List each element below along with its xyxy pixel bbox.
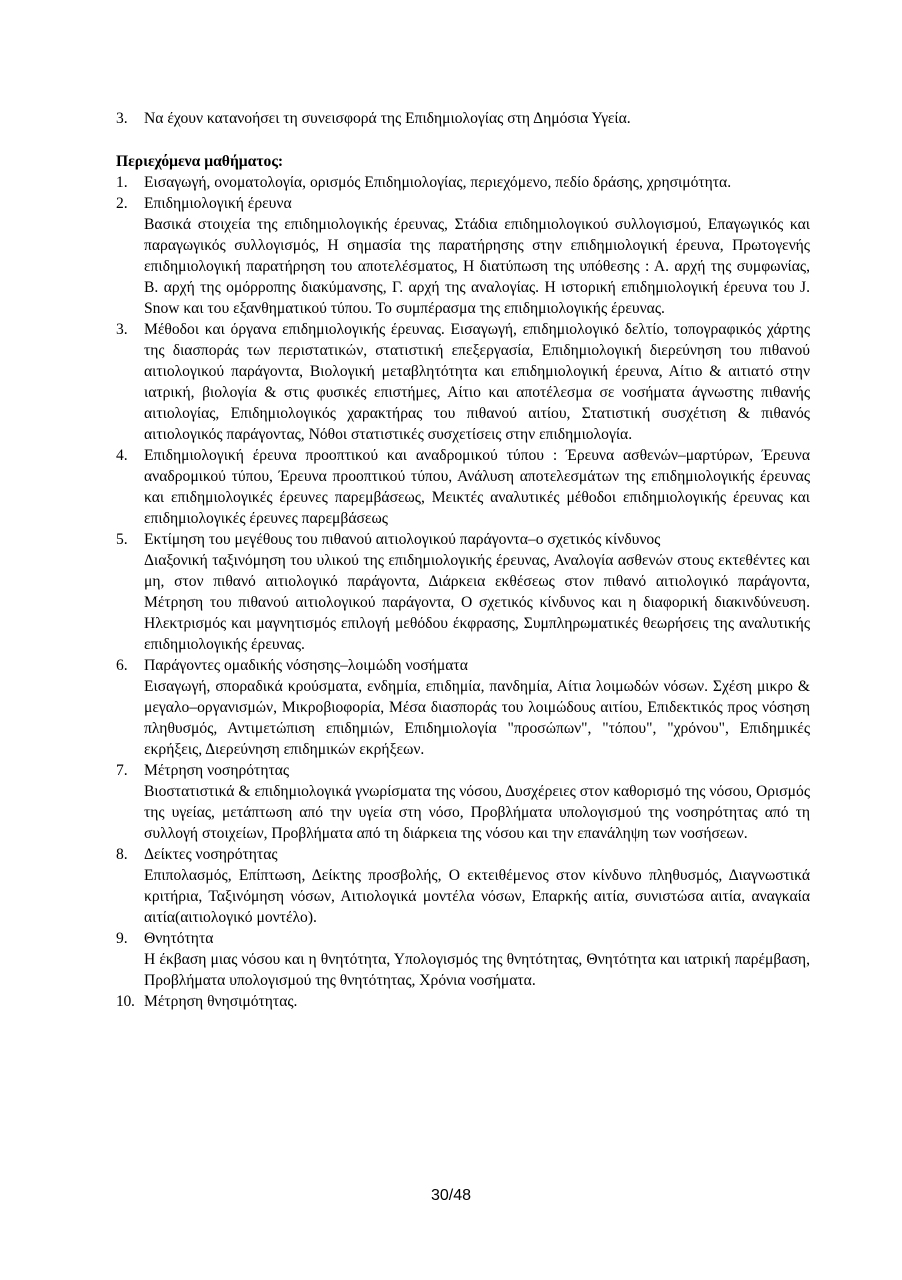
list-item-title: Εισαγωγή, ονοματολογία, ορισμός Επιδημιολογίας, περιεχόμενο, πεδίο δράσης, χρησιμότητα. [144,174,732,191]
page-number: 30/48 [430,1187,472,1204]
list-item [116,655,810,760]
list-item-title: Επιδημιολογική έρευνα προοπτικού και αναδρομικού τύπου : Έρευνα ασθενών–μαρτύρων, Έρευνα αναδρομικού τύπου, Έρευνα προοπτικού τύπου, Ανάλυση αποτελεσμάτων της επιδημιολογικής έρευνας και επιδημιολογικές έρευνες παρεμβάσεως, Μεικτές αναλυτικές μέθοδοι επιδημιολογικής έρευνας και επιδημιολογικές έρευνες παρεμβάσεως [144,447,810,527]
list-item-description: Επιπολασμός, Επίπτωση, Δείκτης προσβολής, Ο εκτειθέμενος στον κίνδυνο πληθυσμός, Διαγνωστικά κριτήρια, Ταξινόμηση νόσων, Αιτιολογικά μοντέλα νόσων, Επαρκής αιτία, συνιστώσα αιτία, αναγκαία αιτία(αιτιολογικό μοντέλο). [144,867,810,926]
intro-item-text: Να έχουν κατανοήσει τη συνεισφορά της Επιδημιολογίας στη Δημόσια Υγεία. [144,110,631,127]
list-item-title: Μέθοδοι και όργανα επιδημιολογικής έρευνας. Εισαγωγή, επιδημιολογικό δελτίο, τοπογραφικός χάρτης της διασποράς των περιστατικών, στατιστική επεξεργασία, Επιδημιολογική διερεύνηση του πιθανού αιτιολογικού παράγοντα, Βιολογική μεταβλητότητα και επιδημιολογική έρευνα, Αίτιο & αιτιατό στην ιατρική, βιολογία & στις φυσικές επιστήμες, Αίτιο και αποτέλεσμα σε νοσήματα άγνωστης πιθανής αιτιολογίας, Επιδημιολογικός χαρακτήρας του πιθανού αιτίου, Στατιστική συσχέτιση & πιθανός αιτιολογικός παράγοντας, Νόθοι στατιστικές συσχετίσεις στην επιδημιολογία. [144,321,810,443]
list-item-description: Διαξονική ταξινόμηση του υλικού της επιδημιολογικής έρευνας, Αναλογία ασθενών στους εκτεθέντες και μη, στον πιθανό αιτιολογικό παράγοντα, Διάρκεια εκθέσεως στον πιθανό αιτιολογικό παράγοντα, Μέτρηση του πιθανού αιτιολογικού παράγοντα, Ο σχετικός κίνδυνος και η διαφορική διακινδύνευση. Ηλεκτρισμός και μαγνητισμός επιλογή μεθόδου έκφρασης, Συμπληρωματικές θεωρήσεις της αναλυτικής επιδημιολογικής έρευνας. [144,552,810,653]
list-item-number: 8. [116,846,128,863]
course-content-list [116,172,810,1012]
list-item-title: Μέτρηση νοσηρότητας [144,762,290,779]
list-item-description: Βασικά στοιχεία της επιδημιολογικής έρευνας, Στάδια επιδημιολογικού συλλογισμού, Επαγωγικός και παραγωγικός συλλογισμός, Η σημασία της παρατήρησης στην επιδημιολογική έρευνα, Πρωτογενής επιδημιολογική παρατήρηση του αποτελέσματος, Η διατύπωση της υπόθεσης : Α. αρχή της συμφωνίας, Β. αρχή της ομόρροπης διακύμανσης, Γ. αρχή της αναλογίας. Η ιστορική επιδημιολογική έρευνα του J. Snow και του εξανθηματικού τύπου. Το συμπέρασμα της επιδημιολογικής έρευνας. [144,216,810,317]
list-item-number: 10. [116,993,135,1010]
list-item [116,760,810,844]
list-item-number: 4. [116,447,128,464]
list-item-number: 6. [116,657,128,674]
list-item-number: 9. [116,930,128,947]
list-item-number: 7. [116,762,128,779]
list-item-title: Επιδημιολογική έρευνα [144,195,292,212]
list-item [116,319,810,445]
list-item-title: Θνητότητα [144,930,214,947]
document-page [116,108,810,1012]
intro-item-number: 3. [116,110,128,127]
list-item-title: Εκτίμηση του μεγέθους του πιθανού αιτιολογικού παράγοντα–ο σχετικός κίνδυνος [144,531,661,548]
section-heading: Περιεχόμενα μαθήματος: [116,153,284,170]
list-item-number: 5. [116,531,128,548]
list-item [116,928,810,991]
list-item-number: 1. [116,174,128,191]
list-item-description: Η έκβαση μιας νόσου και η θνητότητα, Υπολογισμός της θνητότητας, Θνητότητα και ιατρική παρέμβαση, Προβλήματα υπολογισμού της θνητότητας, Χρόνια νοσήματα. [144,951,810,989]
list-item-title: Μέτρηση θνησιμότητας. [144,993,298,1010]
list-item [116,445,810,529]
list-item-number: 3. [116,321,128,338]
list-item-title: Δείκτες νοσηρότητας [144,846,278,863]
list-item [116,193,810,319]
list-item-description: Βιοστατιστικά & επιδημιολογικά γνωρίσματα της νόσου, Δυσχέρειες στον καθορισμό της νόσου, Ορισμός της υγείας, μετάπτωση από την υγεία στη νόσο, Προβλήματα υπολογισμού της νοσηρότητας από τη συλλογή στοιχείων, Προβλήματα από τη διάρκεια της νόσου και την επανάληψη των νοσήσεων. [144,783,810,842]
list-item [116,991,810,1012]
list-item-title: Παράγοντες ομαδικής νόσησης–λοιμώδη νοσήματα [144,657,468,674]
list-item [116,844,810,928]
list-item [116,529,810,655]
list-item-description: Εισαγωγή, σποραδικά κρούσματα, ενδημία, επιδημία, πανδημία, Αίτια λοιμωδών νόσων. Σχέση μικρο & μεγαλο–οργανισμών, Μικροβιοφορία, Μέσα διασποράς του λοιμώδους αιτίου, Επιδεκτικός προς νόσηση πληθυσμός, Αντιμετώπιση επιδημιών, Επιδημιολογία "προσώπων", "τόπου", "χρόνου", Επιδημικές εκρήξεις, Διερεύνηση επιδημικών εκρήξεων. [144,678,810,758]
list-item-number: 2. [116,195,128,212]
list-item [116,172,810,193]
intro-list-item [116,108,810,129]
